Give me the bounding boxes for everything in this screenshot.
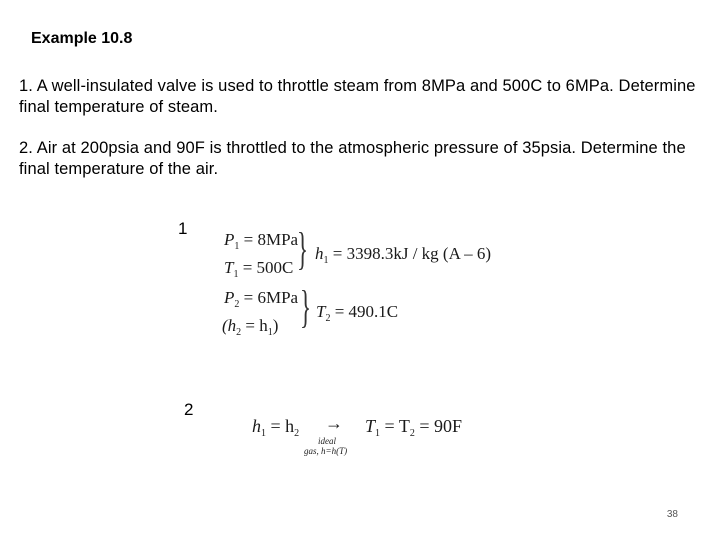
eq-h1: $h_1 = 3398.3kJ$ / kg (A – 6) — [315, 244, 492, 266]
slide-title: Example 10.8 — [31, 30, 133, 47]
brace-2: } — [300, 281, 312, 332]
eq-t2: $T_2 = 490.1C$ — [316, 302, 399, 324]
brace-1: } — [297, 223, 309, 274]
eq-t1: $T_1 = 500C$ — [224, 258, 294, 280]
eq-t1-t2: $T_1 = T_2 = 90F$ — [365, 416, 463, 439]
problem-1-text: 1. A well-insulated valve is used to throttle steam from 8MPa and 500C to 6MPa. Determine final temperature of steam. — [19, 77, 696, 116]
page-number: 38 — [666, 509, 678, 520]
eq-p2: $P_2 = 6MPa$ — [224, 288, 299, 310]
eq-p1: $P_1 = 8MPa$ — [224, 230, 299, 252]
problem-2-text: 2. Air at 200psia and 90F is throttled to the atmospheric pressure of 35psia. Determine the final temperature of the air. — [19, 139, 686, 178]
ideal-gas-note: ideal gas, h=h(T) — [304, 436, 348, 456]
arrow-icon: → — [325, 413, 343, 433]
eq-h2: $(h_2 = h_1)$ — [222, 316, 279, 338]
solution-1-label: 1 — [178, 219, 188, 238]
eq-h1-h2: $h_1 = h_2$ — [252, 416, 300, 439]
solution-2-label: 2 — [184, 400, 194, 419]
